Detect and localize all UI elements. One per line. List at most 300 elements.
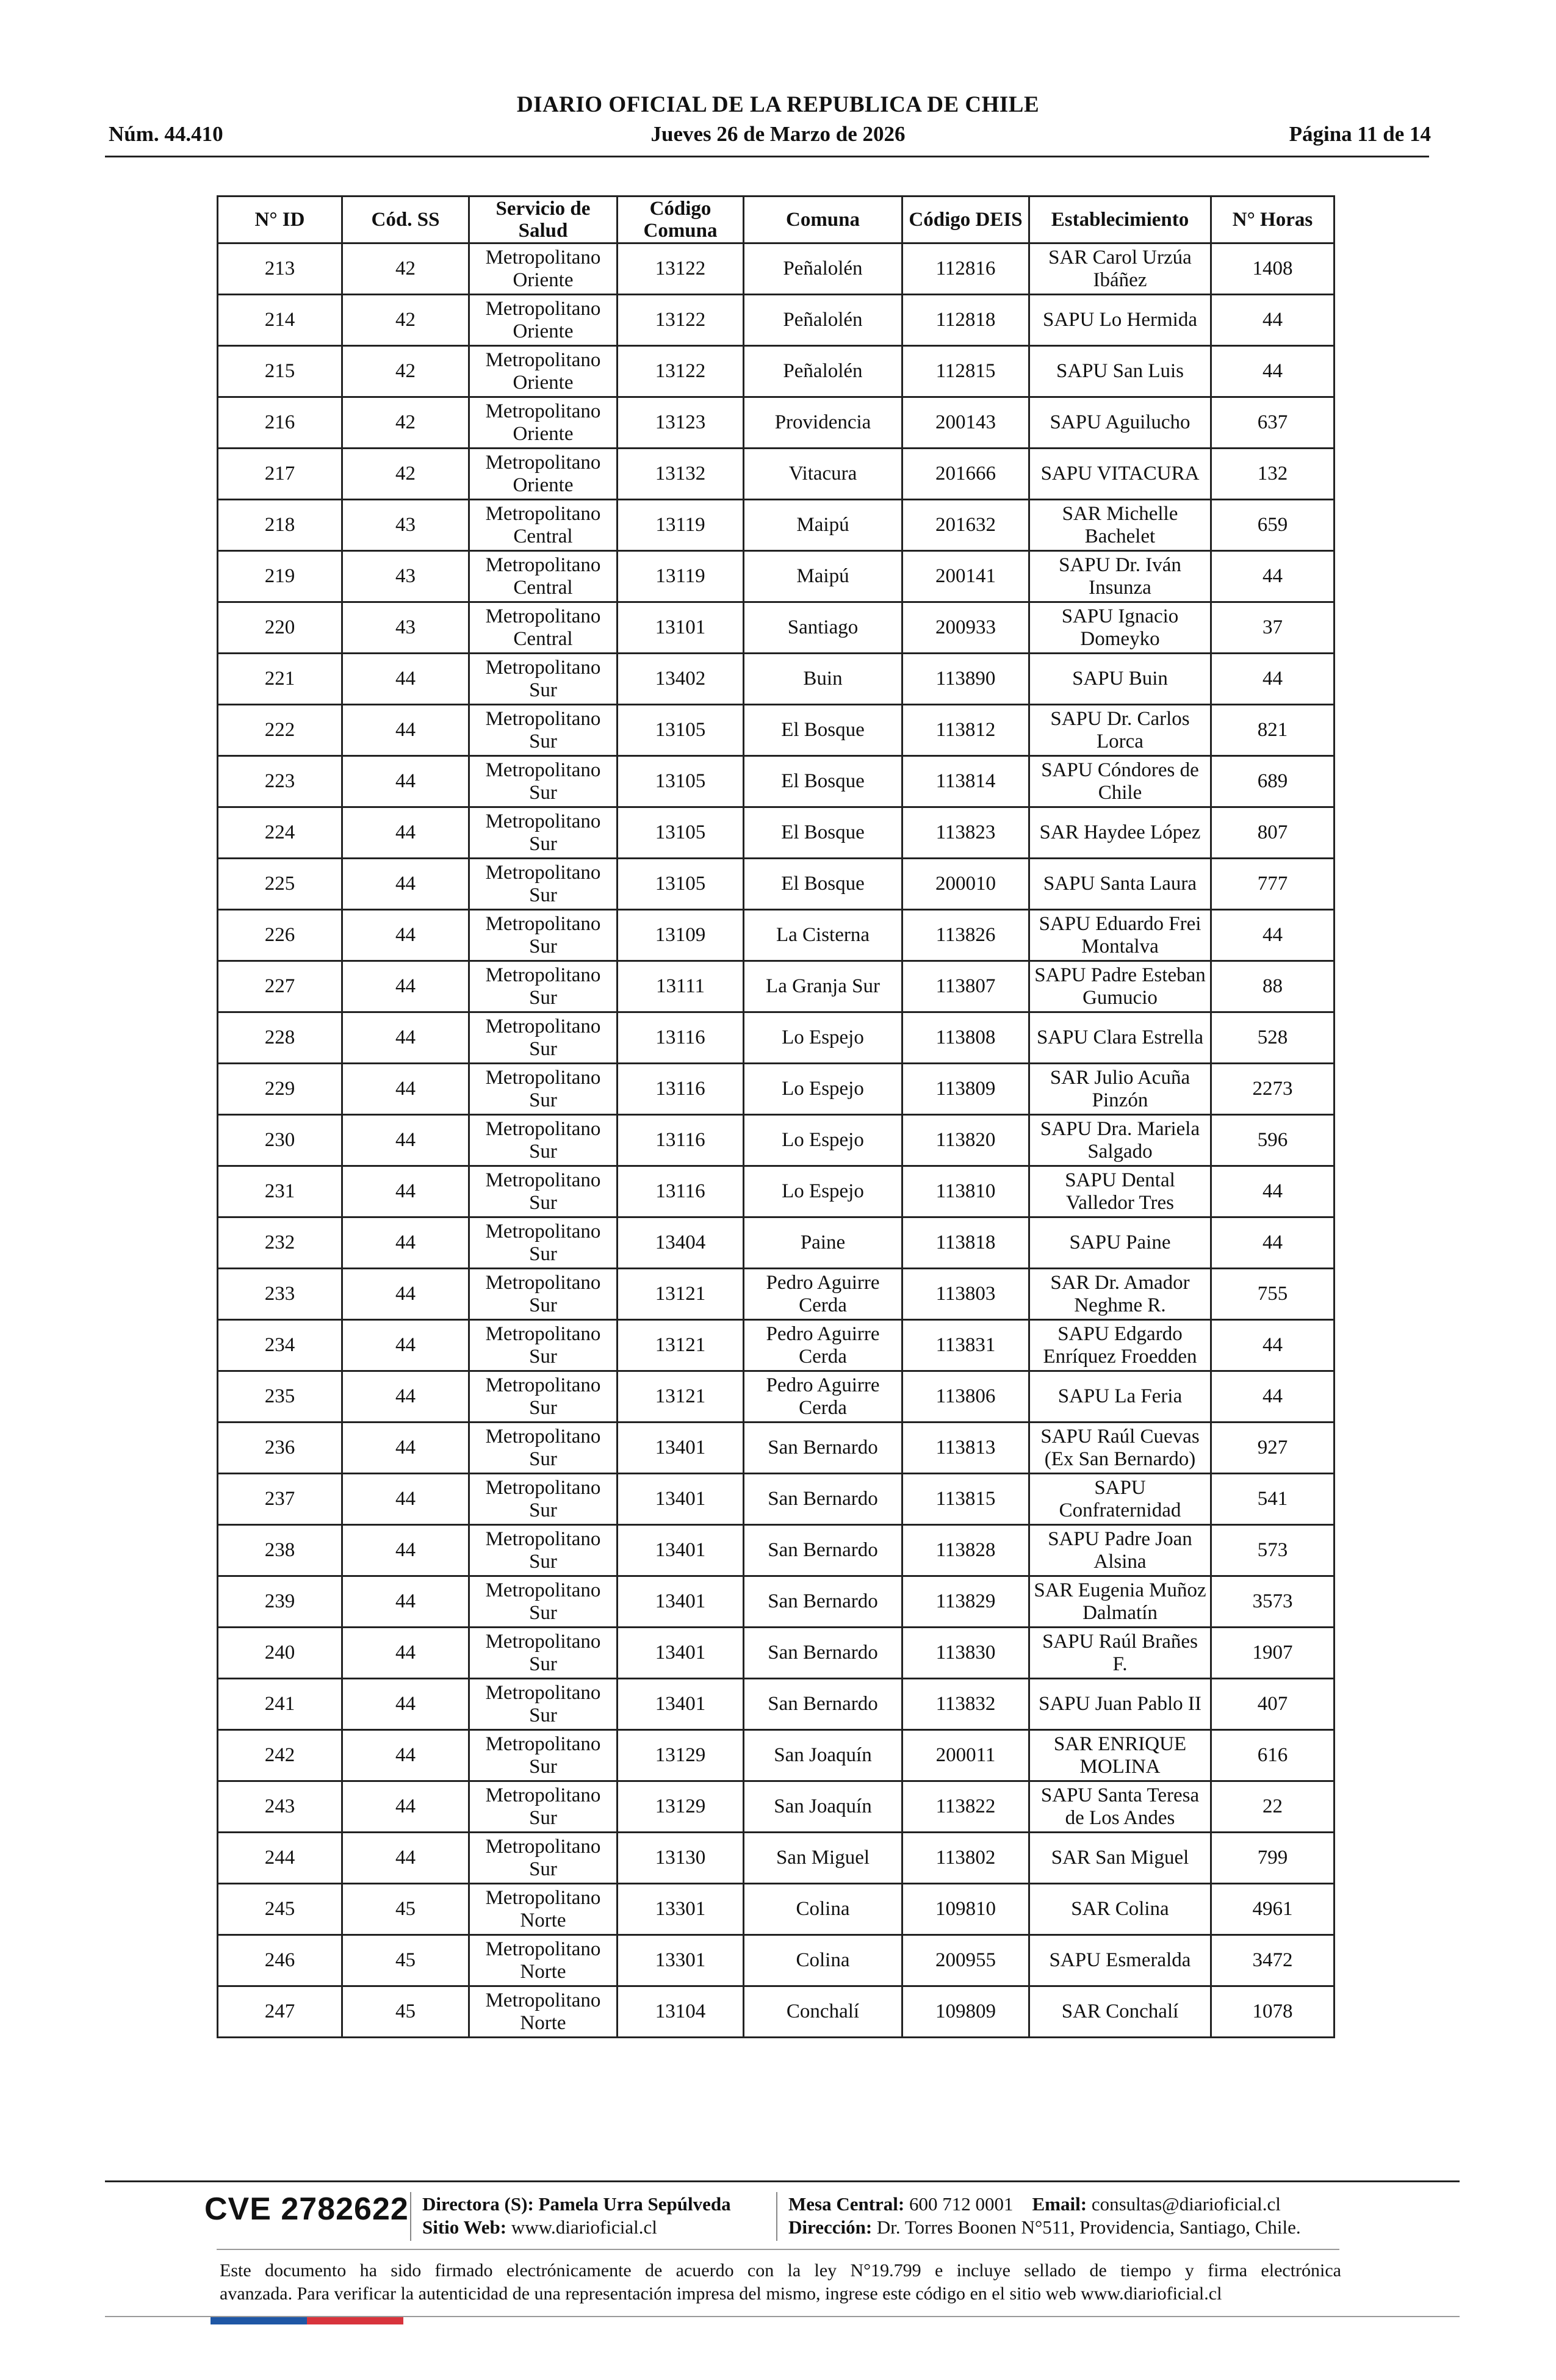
table-row [218,1781,1334,1833]
cell-servicio: Metropolitano Sur [469,1576,618,1628]
cell-horas: 799 [1211,1833,1334,1884]
table-row [218,705,1334,756]
cell-id: 216 [218,397,342,449]
cell-comuna: San Miguel [744,1833,902,1884]
cell-establecimiento: SAPU La Feria [1029,1371,1211,1423]
cell-horas: 528 [1211,1012,1334,1064]
cell-id: 239 [218,1576,342,1628]
cell-codigo-comuna: 13116 [618,1166,744,1217]
cell-cod-ss: 44 [342,1576,469,1628]
cell-horas: 1408 [1211,243,1334,295]
cell-id: 234 [218,1320,342,1371]
cell-servicio: Metropolitano Sur [469,961,618,1012]
cell-comuna: Pedro Aguirre Cerda [744,1269,902,1320]
establishments-table [217,195,1335,2038]
cell-comuna: San Joaquín [744,1730,902,1781]
issue-date: Jueves 26 de Marzo de 2026 [650,122,906,146]
cell-horas: 596 [1211,1115,1334,1166]
cell-establecimiento: SAR Conchalí [1029,1986,1211,2038]
cell-id: 227 [218,961,342,1012]
cell-id: 220 [218,602,342,654]
cell-comuna: La Granja Sur [744,961,902,1012]
cell-servicio: Metropolitano Sur [469,1217,618,1269]
cell-codigo-deis: 112816 [902,243,1029,295]
cell-horas: 44 [1211,295,1334,346]
table-row [218,1679,1334,1730]
cell-comuna: San Bernardo [744,1628,902,1679]
cell-servicio: Metropolitano Sur [469,1064,618,1115]
cell-comuna: Lo Espejo [744,1064,902,1115]
table-row [218,602,1334,654]
cell-establecimiento: SAPU Raúl Brañes F. [1029,1628,1211,1679]
table-row [218,807,1334,859]
cell-comuna: Peñalolén [744,295,902,346]
table-row [218,1730,1334,1781]
table-row [218,1166,1334,1217]
cell-cod-ss: 43 [342,500,469,551]
cell-comuna: San Bernardo [744,1474,902,1525]
verification-notice: avanzada. Para verificar la autenticidad de una representación impresa del mismo, ingrese este código en el sitio web www.diarioficial.cl [220,2284,1222,2304]
cell-horas: 807 [1211,807,1334,859]
cell-cod-ss: 44 [342,859,469,910]
cell-codigo-comuna: 13116 [618,1012,744,1064]
cell-id: 213 [218,243,342,295]
cell-establecimiento: SAPU Cóndores de Chile [1029,756,1211,807]
table-row [218,1628,1334,1679]
cell-id: 221 [218,654,342,705]
table-row [218,1935,1334,1986]
cell-establecimiento: SAR Haydee López [1029,807,1211,859]
cell-servicio: Metropolitano Sur [469,1833,618,1884]
cell-codigo-deis: 109810 [902,1884,1029,1935]
address-value: Dr. Torres Boonen N°511, Providencia, Santiago, Chile. [876,2216,1301,2238]
cell-establecimiento: SAR Carol Urzúa Ibáñez [1029,243,1211,295]
cell-codigo-comuna: 13116 [618,1115,744,1166]
cell-horas: 821 [1211,705,1334,756]
cell-id: 235 [218,1371,342,1423]
cell-codigo-comuna: 13119 [618,500,744,551]
table-row [218,1986,1334,2038]
footer-contact-left [422,2193,731,2239]
cell-establecimiento: SAPU Clara Estrella [1029,1012,1211,1064]
cell-cod-ss: 44 [342,1525,469,1576]
cell-servicio: Metropolitano Sur [469,1269,618,1320]
cell-codigo-deis: 109809 [902,1986,1029,2038]
cell-comuna: Lo Espejo [744,1115,902,1166]
cell-id: 240 [218,1628,342,1679]
cell-establecimiento: SAPU Padre Esteban Gumucio [1029,961,1211,1012]
cell-servicio: Metropolitano Oriente [469,295,618,346]
cell-comuna: Colina [744,1935,902,1986]
cell-cod-ss: 44 [342,1217,469,1269]
cell-horas: 44 [1211,1371,1334,1423]
cell-establecimiento: SAPU Edgardo Enríquez Froedden [1029,1320,1211,1371]
cell-cod-ss: 45 [342,1935,469,1986]
column-header-cod-ss: Cód. SS [342,197,469,243]
table-row [218,1525,1334,1576]
cve-code: CVE 2782622 [204,2191,409,2227]
column-header-comuna: Comuna [744,197,902,243]
signature-notice: Este documento ha sido firmado electrónicamente de acuerdo con la ley N°19.799 e incluye sellado de tiempo y firma electrónica [220,2260,1341,2281]
footer-separator [410,2192,411,2241]
cell-codigo-deis: 113828 [902,1525,1029,1576]
cell-comuna: San Bernardo [744,1679,902,1730]
cell-horas: 132 [1211,449,1334,500]
cell-id: 242 [218,1730,342,1781]
cell-horas: 1078 [1211,1986,1334,2038]
phone-label: Mesa Central: [788,2193,905,2215]
cell-establecimiento: SAR Dr. Amador Neghme R. [1029,1269,1211,1320]
column-header-codigo-deis: Código DEIS [902,197,1029,243]
cell-comuna: Vitacura [744,449,902,500]
cell-codigo-deis: 113822 [902,1781,1029,1833]
cell-codigo-deis: 113803 [902,1269,1029,1320]
cell-servicio: Metropolitano Norte [469,1884,618,1935]
table-header-row [218,197,1334,243]
table-row [218,910,1334,961]
cell-horas: 755 [1211,1269,1334,1320]
table-row [218,1474,1334,1525]
cell-horas: 88 [1211,961,1334,1012]
cell-establecimiento: SAPU Dr. Carlos Lorca [1029,705,1211,756]
cell-id: 232 [218,1217,342,1269]
cell-id: 247 [218,1986,342,2038]
cell-id: 228 [218,1012,342,1064]
cell-codigo-comuna: 13401 [618,1679,744,1730]
flag-bar-blue [211,2317,307,2324]
column-header-servicio: Servicio de Salud [469,197,618,243]
cell-cod-ss: 43 [342,551,469,602]
website-label: Sitio Web: [422,2216,507,2238]
cell-cod-ss: 44 [342,910,469,961]
cell-comuna: La Cisterna [744,910,902,961]
cell-cod-ss: 44 [342,1423,469,1474]
cell-id: 246 [218,1935,342,1986]
cell-cod-ss: 44 [342,1064,469,1115]
cell-codigo-deis: 113809 [902,1064,1029,1115]
cell-cod-ss: 44 [342,1474,469,1525]
cell-establecimiento: SAR Colina [1029,1884,1211,1935]
cell-cod-ss: 42 [342,449,469,500]
cell-codigo-comuna: 13404 [618,1217,744,1269]
cell-establecimiento: SAPU Santa Laura [1029,859,1211,910]
cell-comuna: El Bosque [744,705,902,756]
cell-cod-ss: 44 [342,1730,469,1781]
cell-comuna: Buin [744,654,902,705]
cell-establecimiento: SAPU Esmeralda [1029,1935,1211,1986]
footer-divider [105,2180,1460,2182]
column-header-id: N° ID [218,197,342,243]
cell-servicio: Metropolitano Sur [469,1730,618,1781]
cell-codigo-comuna: 13402 [618,654,744,705]
cell-horas: 659 [1211,500,1334,551]
cell-horas: 777 [1211,859,1334,910]
cell-establecimiento: SAPU Raúl Cuevas (Ex San Bernardo) [1029,1423,1211,1474]
cell-cod-ss: 44 [342,1628,469,1679]
cell-codigo-deis: 201666 [902,449,1029,500]
cell-servicio: Metropolitano Sur [469,756,618,807]
cell-comuna: Maipú [744,551,902,602]
cell-codigo-comuna: 13105 [618,705,744,756]
cell-id: 243 [218,1781,342,1833]
cell-codigo-comuna: 13104 [618,1986,744,2038]
cell-comuna: San Joaquín [744,1781,902,1833]
cell-comuna: Providencia [744,397,902,449]
cell-establecimiento: SAPU Lo Hermida [1029,295,1211,346]
cell-servicio: Metropolitano Norte [469,1935,618,1986]
cell-establecimiento: SAPU Dental Valledor Tres [1029,1166,1211,1217]
cell-codigo-deis: 113806 [902,1371,1029,1423]
cell-codigo-deis: 200010 [902,859,1029,910]
cell-codigo-comuna: 13121 [618,1371,744,1423]
table-row [218,1371,1334,1423]
cell-codigo-comuna: 13122 [618,243,744,295]
cell-id: 237 [218,1474,342,1525]
phone-value: 600 712 0001 [909,2193,1014,2215]
cell-cod-ss: 45 [342,1986,469,2038]
cell-comuna: Peñalolén [744,243,902,295]
cell-codigo-deis: 113812 [902,705,1029,756]
table-row [218,1115,1334,1166]
cell-horas: 616 [1211,1730,1334,1781]
cell-codigo-comuna: 13401 [618,1423,744,1474]
cell-cod-ss: 44 [342,961,469,1012]
table-row [218,1064,1334,1115]
cell-codigo-comuna: 13105 [618,807,744,859]
cell-codigo-comuna: 13116 [618,1064,744,1115]
cell-codigo-deis: 113829 [902,1576,1029,1628]
table-row [218,654,1334,705]
cell-establecimiento: SAPU Juan Pablo II [1029,1679,1211,1730]
cell-id: 231 [218,1166,342,1217]
cell-servicio: Metropolitano Sur [469,1628,618,1679]
cell-horas: 927 [1211,1423,1334,1474]
director-name: Pamela Urra Sepúlveda [538,2193,731,2215]
cell-servicio: Metropolitano Sur [469,807,618,859]
table-row [218,449,1334,500]
cell-codigo-comuna: 13105 [618,756,744,807]
table-row [218,346,1334,397]
cell-codigo-comuna: 13401 [618,1474,744,1525]
cell-id: 214 [218,295,342,346]
cell-codigo-deis: 200955 [902,1935,1029,1986]
cell-horas: 44 [1211,1166,1334,1217]
cell-servicio: Metropolitano Sur [469,1371,618,1423]
cell-id: 244 [218,1833,342,1884]
cell-codigo-comuna: 13105 [618,859,744,910]
cell-cod-ss: 44 [342,654,469,705]
cell-servicio: Metropolitano Sur [469,1166,618,1217]
cell-servicio: Metropolitano Sur [469,859,618,910]
cell-cod-ss: 44 [342,1781,469,1833]
cell-comuna: Pedro Aguirre Cerda [744,1320,902,1371]
cell-establecimiento: SAPU Confraternidad [1029,1474,1211,1525]
table-row [218,500,1334,551]
cell-cod-ss: 45 [342,1884,469,1935]
table-row [218,243,1334,295]
cell-cod-ss: 42 [342,243,469,295]
table-row [218,1833,1334,1884]
cell-establecimiento: SAPU Santa Teresa de Los Andes [1029,1781,1211,1833]
cell-establecimiento: SAPU Paine [1029,1217,1211,1269]
cell-id: 223 [218,756,342,807]
cell-codigo-deis: 113808 [902,1012,1029,1064]
table-row [218,1217,1334,1269]
cell-comuna: Paine [744,1217,902,1269]
cell-establecimiento: SAPU Eduardo Frei Montalva [1029,910,1211,961]
cell-horas: 573 [1211,1525,1334,1576]
cell-servicio: Metropolitano Sur [469,705,618,756]
table-row [218,859,1334,910]
cell-codigo-comuna: 13129 [618,1781,744,1833]
cell-establecimiento: SAR Michelle Bachelet [1029,500,1211,551]
cell-codigo-deis: 113818 [902,1217,1029,1269]
cell-servicio: Metropolitano Central [469,602,618,654]
cell-id: 215 [218,346,342,397]
cell-id: 245 [218,1884,342,1935]
website-link[interactable]: www.diarioficial.cl [511,2216,657,2238]
cell-cod-ss: 43 [342,602,469,654]
cell-establecimiento: SAR Eugenia Muñoz Dalmatín [1029,1576,1211,1628]
footer-contact-right [788,2193,1301,2239]
cell-comuna: San Bernardo [744,1423,902,1474]
cell-codigo-comuna: 13129 [618,1730,744,1781]
cell-comuna: San Bernardo [744,1525,902,1576]
cell-id: 241 [218,1679,342,1730]
cell-codigo-deis: 200933 [902,602,1029,654]
cell-comuna: Conchalí [744,1986,902,2038]
cell-cod-ss: 44 [342,756,469,807]
cell-cod-ss: 44 [342,1115,469,1166]
email-link[interactable]: consultas@diarioficial.cl [1091,2193,1281,2215]
cell-cod-ss: 44 [342,1269,469,1320]
cell-cod-ss: 42 [342,295,469,346]
footer-divider [217,2249,1339,2250]
table-row [218,551,1334,602]
cell-codigo-comuna: 13130 [618,1833,744,1884]
table-row [218,961,1334,1012]
cell-codigo-comuna: 13123 [618,397,744,449]
cell-establecimiento: SAPU Aguilucho [1029,397,1211,449]
cell-horas: 44 [1211,910,1334,961]
cell-cod-ss: 44 [342,1833,469,1884]
cell-cod-ss: 42 [342,346,469,397]
cell-codigo-comuna: 13132 [618,449,744,500]
cell-codigo-deis: 200141 [902,551,1029,602]
cell-establecimiento: SAPU Ignacio Domeyko [1029,602,1211,654]
cell-servicio: Metropolitano Sur [469,1679,618,1730]
cell-codigo-deis: 113830 [902,1628,1029,1679]
cell-establecimiento: SAR Julio Acuña Pinzón [1029,1064,1211,1115]
director-label: Directora (S): [422,2193,534,2215]
cell-servicio: Metropolitano Sur [469,1474,618,1525]
cell-servicio: Metropolitano Central [469,551,618,602]
cell-codigo-comuna: 13122 [618,346,744,397]
cell-horas: 44 [1211,346,1334,397]
cell-codigo-comuna: 13121 [618,1269,744,1320]
cell-cod-ss: 44 [342,807,469,859]
cell-horas: 689 [1211,756,1334,807]
cell-codigo-deis: 113823 [902,807,1029,859]
issue-number: Núm. 44.410 [109,122,223,146]
cell-horas: 22 [1211,1781,1334,1833]
table-row [218,1884,1334,1935]
cell-establecimiento: SAPU VITACURA [1029,449,1211,500]
cell-codigo-comuna: 13111 [618,961,744,1012]
cell-servicio: Metropolitano Oriente [469,449,618,500]
table-row [218,1576,1334,1628]
cell-codigo-deis: 113820 [902,1115,1029,1166]
cell-horas: 541 [1211,1474,1334,1525]
cell-comuna: El Bosque [744,859,902,910]
cell-codigo-deis: 112815 [902,346,1029,397]
cell-codigo-comuna: 13401 [618,1576,744,1628]
cell-codigo-comuna: 13119 [618,551,744,602]
cell-codigo-deis: 200011 [902,1730,1029,1781]
cell-id: 229 [218,1064,342,1115]
cell-cod-ss: 44 [342,1371,469,1423]
cell-comuna: Lo Espejo [744,1166,902,1217]
cell-codigo-deis: 113810 [902,1166,1029,1217]
cell-codigo-comuna: 13121 [618,1320,744,1371]
cell-servicio: Metropolitano Sur [469,1423,618,1474]
cell-horas: 407 [1211,1679,1334,1730]
column-header-horas: N° Horas [1211,197,1334,243]
cell-codigo-deis: 201632 [902,500,1029,551]
cell-servicio: Metropolitano Sur [469,1115,618,1166]
cell-horas: 2273 [1211,1064,1334,1115]
cell-codigo-comuna: 13401 [618,1525,744,1576]
cell-servicio: Metropolitano Sur [469,654,618,705]
cell-cod-ss: 44 [342,1012,469,1064]
cell-comuna: El Bosque [744,756,902,807]
cell-id: 233 [218,1269,342,1320]
cell-cod-ss: 44 [342,1320,469,1371]
cell-codigo-deis: 113831 [902,1320,1029,1371]
cell-cod-ss: 44 [342,1166,469,1217]
cell-horas: 4961 [1211,1884,1334,1935]
cell-servicio: Metropolitano Norte [469,1986,618,2038]
cell-establecimiento: SAPU Dr. Iván Insunza [1029,551,1211,602]
cell-id: 224 [218,807,342,859]
newspaper-title: DIARIO OFICIAL DE LA REPUBLICA DE CHILE [516,92,1040,117]
cell-id: 222 [218,705,342,756]
cell-establecimiento: SAPU Padre Joan Alsina [1029,1525,1211,1576]
cell-establecimiento: SAR ENRIQUE MOLINA [1029,1730,1211,1781]
cell-servicio: Metropolitano Sur [469,1320,618,1371]
cell-cod-ss: 42 [342,397,469,449]
header-divider [105,156,1429,157]
cell-codigo-comuna: 13109 [618,910,744,961]
cell-codigo-comuna: 13301 [618,1935,744,1986]
table-row [218,1320,1334,1371]
table-row [218,1012,1334,1064]
cell-servicio: Metropolitano Oriente [469,397,618,449]
cell-codigo-deis: 113814 [902,756,1029,807]
cell-horas: 44 [1211,654,1334,705]
cell-servicio: Metropolitano Oriente [469,243,618,295]
cell-codigo-comuna: 13401 [618,1628,744,1679]
column-header-codigo-comuna: Código Comuna [618,197,744,243]
cell-comuna: El Bosque [744,807,902,859]
email-label: Email: [1032,2193,1087,2215]
cell-codigo-deis: 113832 [902,1679,1029,1730]
cell-id: 226 [218,910,342,961]
cell-cod-ss: 44 [342,1679,469,1730]
cell-servicio: Metropolitano Sur [469,910,618,961]
cell-comuna: San Bernardo [744,1576,902,1628]
cell-codigo-comuna: 13301 [618,1884,744,1935]
